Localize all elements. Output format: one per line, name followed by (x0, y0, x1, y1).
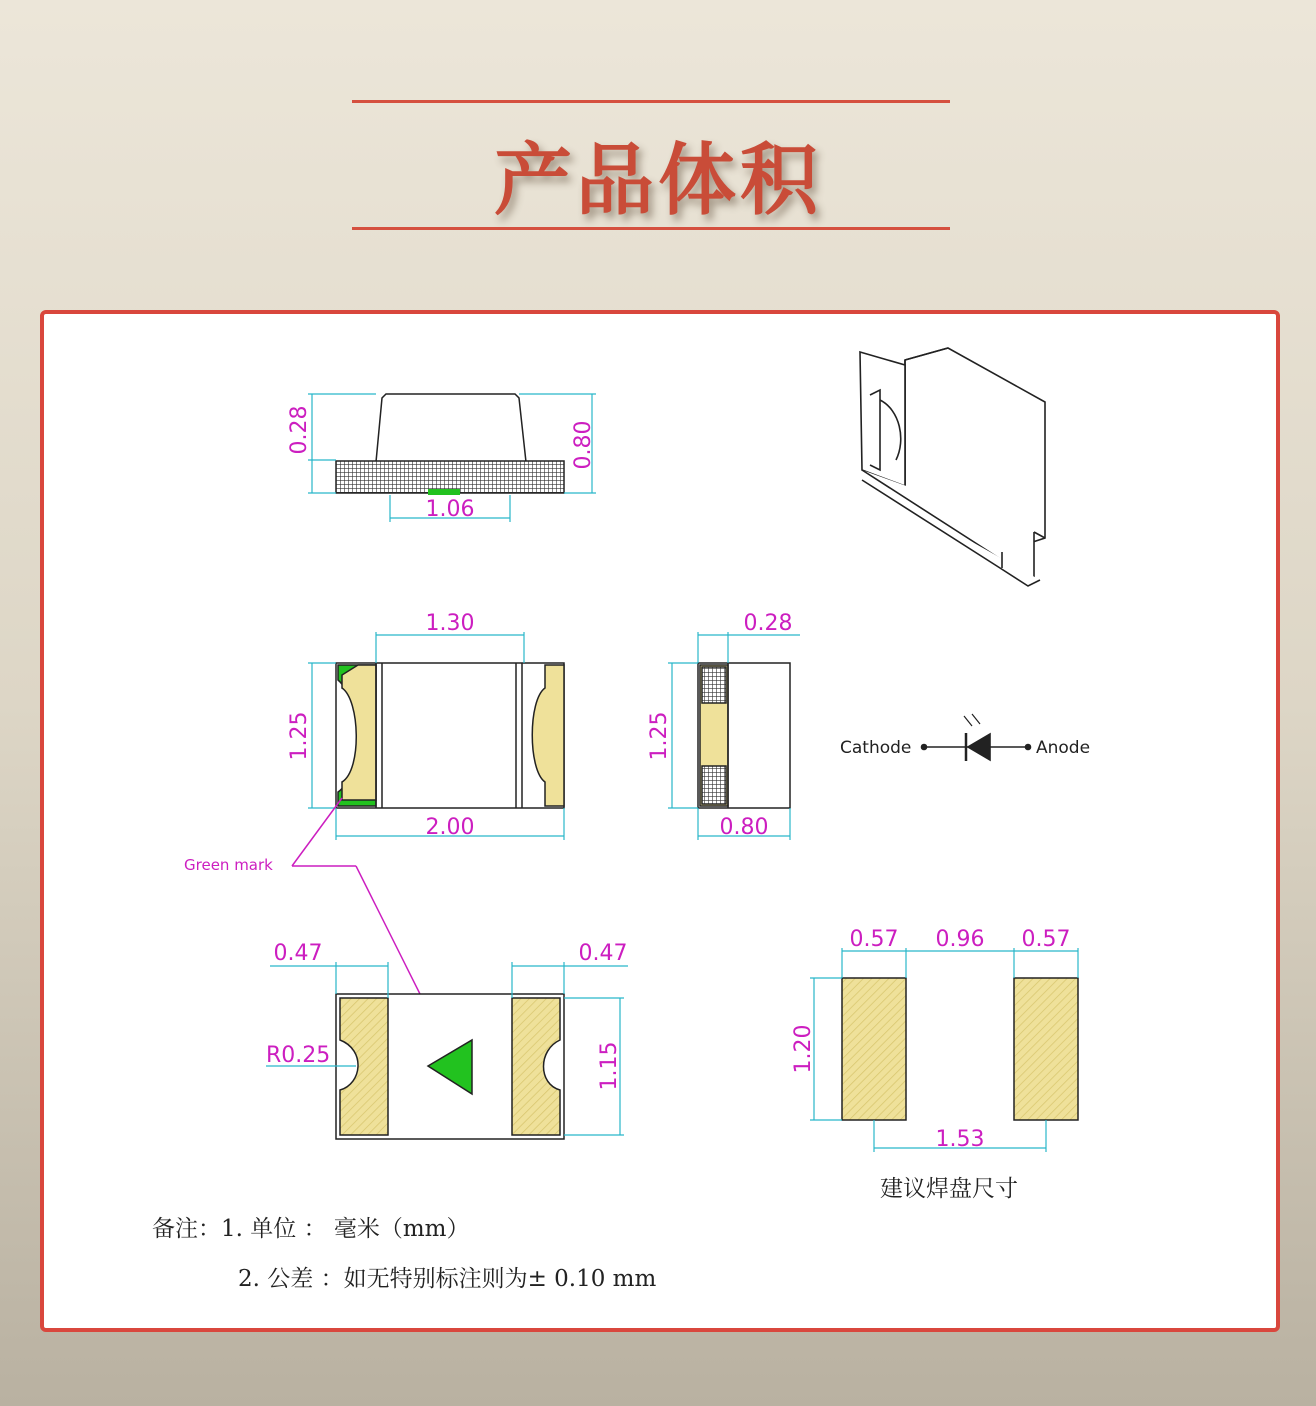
side-dim-top-height: 0.28 (287, 405, 312, 455)
side-dim-bottom-width: 1.06 (425, 497, 475, 522)
isometric-view (860, 348, 1045, 586)
page-title: 产品体积 (493, 136, 822, 226)
pad-layout (810, 948, 1078, 1152)
bottom-dim-height: 1.15 (597, 1041, 622, 1091)
top-dim-height: 1.25 (287, 711, 312, 761)
bottom-dim-radius: R0.25 (266, 1043, 331, 1068)
end-dim-height: 1.25 (647, 711, 672, 761)
green-mark-label: Green mark (184, 856, 273, 874)
pad-dim-right: 0.57 (1021, 927, 1071, 952)
pad-layout-caption: 建议焊盘尺寸 (880, 1176, 1018, 1202)
top-view (308, 632, 564, 840)
pad-dim-left: 0.57 (849, 927, 899, 952)
pad-dim-gap: 0.96 (935, 927, 985, 952)
top-dim-length: 2.00 (425, 815, 475, 840)
bottom-dim-right-pad: 0.47 (578, 941, 628, 966)
bottom-dim-left-pad: 0.47 (273, 941, 323, 966)
pad-dim-height: 1.20 (791, 1024, 816, 1074)
pad-dim-span: 1.53 (935, 1127, 985, 1152)
anode-label: Anode (1036, 738, 1091, 758)
end-view (668, 632, 800, 840)
end-dim-width: 0.80 (719, 815, 769, 840)
diode-symbol (922, 714, 1031, 761)
note-line-1: 备注：1. 单位 ： 毫米（mm） (152, 1216, 470, 1242)
cathode-label: Cathode (840, 738, 912, 758)
end-dim-top: 0.28 (743, 611, 793, 636)
note-line-2: 2. 公差 ：如无特别标注则为± 0.10 mm (238, 1266, 657, 1292)
top-dim-body-width: 1.30 (425, 611, 475, 636)
side-dim-total-height: 0.80 (571, 420, 596, 470)
